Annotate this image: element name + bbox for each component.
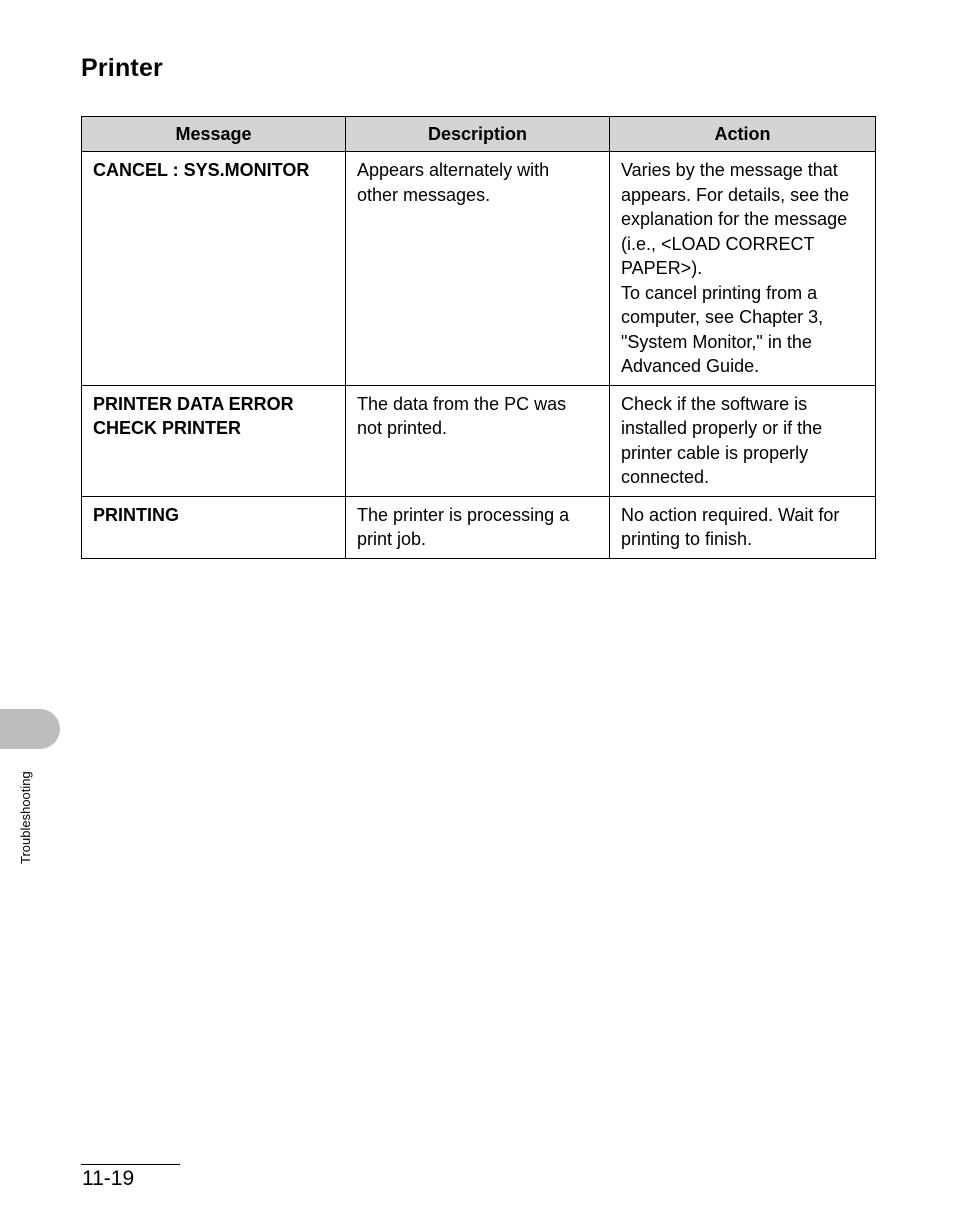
message-cell: [82, 152, 346, 386]
description-line: Appears alternately with: [357, 160, 550, 180]
footer-rule: [81, 1164, 180, 1165]
table-row: [82, 385, 876, 496]
action-cell: [610, 152, 876, 386]
action-cell: [610, 385, 876, 496]
action-line: "System Monitor," in the: [621, 331, 812, 352]
description-cell: [346, 496, 610, 558]
header-action: Action: [610, 117, 876, 152]
message-cell: [82, 385, 346, 496]
description-cell: [346, 385, 610, 496]
page-title: Printer: [81, 54, 163, 82]
description-line: The data from the PC was: [357, 393, 567, 414]
description-cell: [346, 152, 610, 386]
action-line: No action required. Wait for: [621, 504, 840, 525]
description-line: not printed.: [357, 418, 448, 438]
chapter-side-label: Troubleshooting: [18, 771, 33, 864]
action-line: PAPER>).: [621, 258, 703, 278]
page-number: 11-19: [82, 1167, 135, 1190]
description-line: other messages.: [357, 184, 491, 205]
message-cell: [82, 496, 346, 558]
message-line: PRINTING: [93, 504, 180, 525]
action-line: To cancel printing from a: [621, 282, 818, 303]
message-line: CANCEL : SYS.MONITOR: [93, 160, 310, 180]
action-line: Check if the software is: [621, 393, 808, 414]
table-header-row: [82, 117, 876, 152]
action-line: printing to finish.: [621, 529, 753, 549]
table-row: [82, 152, 876, 386]
action-line: computer, see Chapter 3,: [621, 307, 824, 327]
action-line: printer cable is properly: [621, 442, 809, 463]
action-line: Varies by the message that: [621, 160, 838, 180]
action-line: connected.: [621, 467, 710, 487]
action-line: installed properly or if the: [621, 418, 823, 438]
printer-messages-table: [81, 116, 876, 559]
table-row: [82, 496, 876, 558]
action-line: appears. For details, see the: [621, 184, 850, 205]
header-message: Message: [82, 117, 346, 152]
header-description: Description: [346, 117, 610, 152]
chapter-side-tab: [0, 709, 60, 749]
message-line: CHECK PRINTER: [93, 418, 242, 438]
action-line: explanation for the message: [621, 209, 848, 229]
description-line: The printer is processing a: [357, 504, 570, 525]
action-line: Advanced Guide.: [621, 356, 760, 376]
description-line: print job.: [357, 529, 427, 549]
action-cell: [610, 496, 876, 558]
message-line: PRINTER DATA ERROR: [93, 393, 294, 414]
action-line: (i.e., <LOAD CORRECT: [621, 233, 815, 254]
